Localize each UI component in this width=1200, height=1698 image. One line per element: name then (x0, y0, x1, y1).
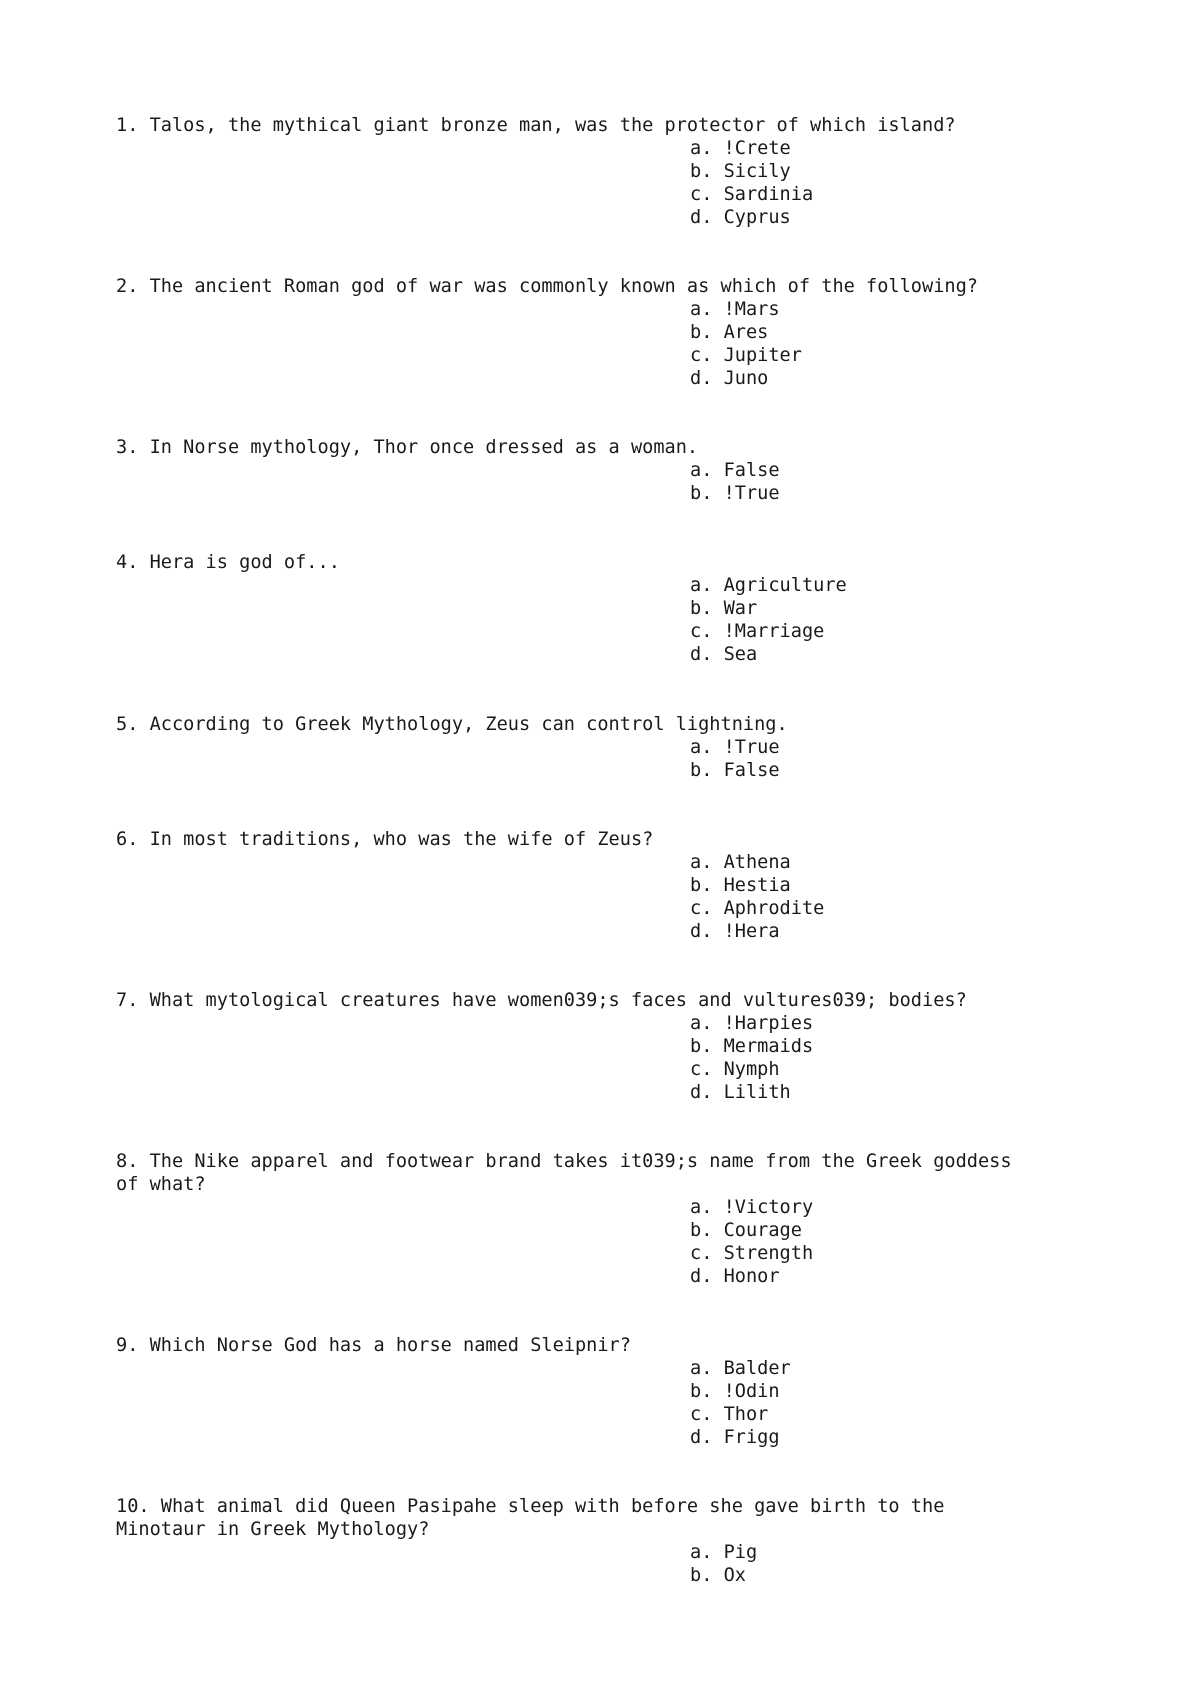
question-4 (116, 551, 1096, 666)
question-text: 5. According to Greek Mythology, Zeus can control lightning. (116, 714, 788, 735)
answer-option: a. False (690, 460, 780, 481)
answer-list (116, 851, 1096, 943)
answer-option: d. Frigg (690, 1427, 780, 1448)
answer-option: b. !Odin (690, 1381, 780, 1402)
question-2 (116, 275, 1096, 390)
answer-option: b. Courage (690, 1220, 802, 1241)
question-5 (116, 713, 1096, 782)
question-9 (116, 1334, 1096, 1449)
question-text: 7. What mytological creatures have women039;s faces and vultures039; bodies? (116, 990, 967, 1011)
answer-list (116, 574, 1096, 666)
question-10 (116, 1495, 1096, 1587)
answer-option: a. !True (690, 737, 780, 758)
answer-option: a. !Victory (690, 1197, 814, 1218)
answer-option: d. Lilith (690, 1082, 791, 1103)
answer-option: c. Aphrodite (690, 898, 825, 919)
question-text: 8. The Nike apparel and footwear brand takes it039;s name from the Greek goddess of what? (116, 1151, 1012, 1195)
answer-option: c. Sardinia (690, 184, 814, 205)
answer-option: b. Ox (690, 1565, 746, 1586)
answer-option: b. Ares (690, 322, 769, 343)
answer-option: a. Pig (690, 1542, 758, 1563)
question-text: 2. The ancient Roman god of war was commonly known as which of the following? (116, 276, 978, 297)
answer-list (116, 459, 1096, 505)
answer-list (116, 1196, 1096, 1288)
answer-option: b. Hestia (690, 875, 791, 896)
answer-list (116, 1541, 1096, 1587)
answer-option: b. Mermaids (690, 1036, 814, 1057)
answer-option: a. !Crete (690, 138, 791, 159)
answer-list (116, 1012, 1096, 1104)
answer-option: c. Strength (690, 1243, 814, 1264)
answer-option: b. False (690, 760, 780, 781)
question-text: 6. In most traditions, who was the wife of Zeus? (116, 829, 654, 850)
question-text: 3. In Norse mythology, Thor once dressed as a woman. (116, 437, 699, 458)
question-text: 9. Which Norse God has a horse named Sleipnir? (116, 1335, 631, 1356)
question-3 (116, 436, 1096, 505)
answer-option: b. !True (690, 483, 780, 504)
answer-option: d. !Hera (690, 921, 780, 942)
answer-option: a. Athena (690, 852, 791, 873)
answer-option: c. Nymph (690, 1059, 780, 1080)
answer-option: c. !Marriage (690, 621, 825, 642)
answer-option: d. Honor (690, 1266, 780, 1287)
answer-option: a. !Mars (690, 299, 780, 320)
answer-option: c. Jupiter (690, 345, 802, 366)
answer-list (116, 298, 1096, 390)
question-7 (116, 989, 1096, 1104)
answer-option: c. Thor (690, 1404, 769, 1425)
question-text: 4. Hera is god of... (116, 552, 340, 573)
answer-option: d. Cyprus (690, 207, 791, 228)
answer-option: d. Sea (690, 644, 758, 665)
answer-list (116, 1357, 1096, 1449)
answer-option: a. Agriculture (690, 575, 847, 596)
question-8 (116, 1150, 1096, 1288)
answer-list (116, 736, 1096, 782)
question-1 (116, 114, 1096, 229)
question-text: 10. What animal did Queen Pasipahe sleep with before she gave birth to the Minotaur in Greek Mythology? (116, 1496, 945, 1540)
answer-option: a. Balder (690, 1358, 791, 1379)
answer-option: b. Sicily (690, 161, 791, 182)
question-text: 1. Talos, the mythical giant bronze man, was the protector of which island? (116, 115, 956, 136)
answer-list (116, 137, 1096, 229)
answer-option: a. !Harpies (690, 1013, 814, 1034)
answer-option: d. Juno (690, 368, 769, 389)
question-6 (116, 828, 1096, 943)
answer-option: b. War (690, 598, 758, 619)
